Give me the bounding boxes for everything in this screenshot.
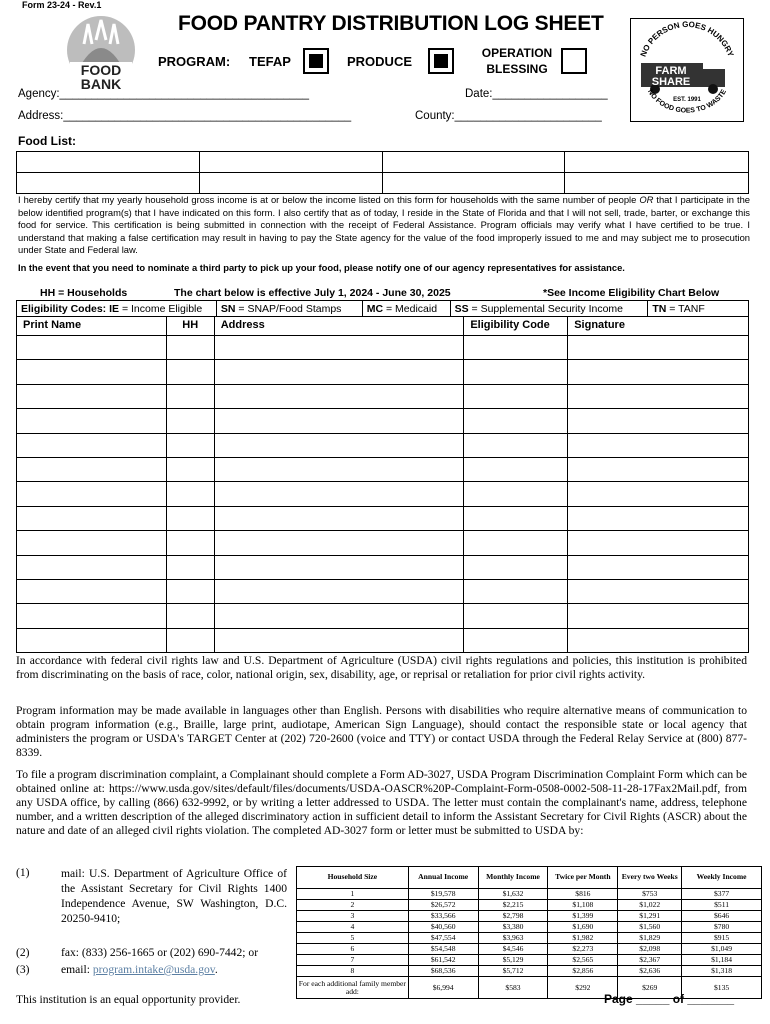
income-cell: $68,536 [408, 966, 478, 977]
code-sn-desc: SNAP/Food Stamps [247, 302, 342, 315]
income-cell: $1,291 [618, 911, 682, 922]
log-row [17, 409, 749, 433]
log-cell-name[interactable] [17, 579, 167, 603]
log-cell-hh[interactable] [166, 482, 214, 506]
log-cell-eligibility[interactable] [464, 482, 568, 506]
log-cell-signature[interactable] [568, 336, 749, 360]
income-cell: $915 [682, 933, 762, 944]
operation-blessing-checkbox[interactable] [561, 48, 587, 74]
log-cell-eligibility[interactable] [464, 604, 568, 628]
code-mc-desc: Medicaid [395, 302, 438, 315]
income-cell: $47,554 [408, 933, 478, 944]
log-row [17, 457, 749, 481]
mail-number: (1) [16, 866, 30, 879]
log-row [17, 604, 749, 628]
income-row [297, 966, 762, 977]
food-bank-logo [62, 14, 140, 92]
log-cell-name[interactable] [17, 336, 167, 360]
log-cell-name[interactable] [17, 555, 167, 579]
income-row [297, 900, 762, 911]
program-info-paragraph: Program information may be made available in languages other than English. Persons with disabilities who require alternative means of communication to obtain program information (e.g., Braille, large print, audiotape, American Sign Language), should contact the responsible state or local agency that administers the program or USDA's TARGET Center at (202) 720-2600 (voice and TTY) or contact USDA through the Federal Relay Service at (800) 877-8339. [16, 704, 747, 759]
mail-address: mail: U.S. Department of Agriculture Office of the Assistant Secretary for Civil Rights 1400 Independence Avenue, SW Washington, D.C. 20250-9410; [61, 867, 287, 925]
income-cell: $511 [682, 900, 762, 911]
income-cell: $269 [618, 977, 682, 999]
income-cell: 7 [297, 955, 409, 966]
income-row [297, 955, 762, 966]
tefap-checkbox[interactable] [303, 48, 329, 74]
log-cell-address[interactable] [214, 360, 464, 384]
income-cell: $1,829 [618, 933, 682, 944]
log-cell-address[interactable] [214, 457, 464, 481]
log-cell-name[interactable] [17, 433, 167, 457]
log-row [17, 506, 749, 530]
income-col-header: Every two Weeks [618, 867, 682, 889]
log-cell-signature[interactable] [568, 628, 749, 652]
program-label: PROGRAM: [158, 54, 231, 69]
income-cell: $2,367 [618, 955, 682, 966]
tefap-check-fill [309, 54, 323, 68]
distribution-log-table [16, 316, 749, 653]
log-cell-hh[interactable] [166, 555, 214, 579]
farm-share-bottom-arc: NO FOOD GOES TO WASTE [646, 88, 728, 115]
date-field[interactable]: Date:__________________ [465, 88, 608, 100]
income-col-header: Annual Income [408, 867, 478, 889]
log-cell-signature[interactable] [568, 360, 749, 384]
col-address: Address [214, 317, 464, 336]
log-cell-eligibility[interactable] [464, 457, 568, 481]
tefap-label: TEFAP [249, 54, 291, 69]
log-cell-eligibility[interactable] [464, 555, 568, 579]
code-sn: SN [220, 302, 236, 315]
form-id: Form 23-24 - Rev.1 [22, 0, 102, 10]
log-cell-address[interactable] [214, 604, 464, 628]
income-cell: $6,994 [408, 977, 478, 999]
eligibility-code-sn: SN = SNAP/Food Stamps [216, 301, 362, 317]
col-print-name: Print Name [17, 317, 167, 336]
log-cell-signature[interactable] [568, 384, 749, 408]
income-eligibility-table [296, 866, 762, 999]
food-list-cell[interactable] [382, 152, 565, 173]
log-cell-name[interactable] [17, 506, 167, 530]
log-cell-name[interactable] [17, 482, 167, 506]
income-cell: $4,546 [478, 944, 548, 955]
log-cell-signature[interactable] [568, 482, 749, 506]
income-cell: $1,690 [548, 922, 618, 933]
address-field[interactable]: Address:_____________________________________________ [18, 110, 352, 122]
eligibility-code-ie: Eligibility Codes: IE = Income Eligible [17, 301, 217, 317]
log-cell-hh[interactable] [166, 433, 214, 457]
farm-share-brand-2: SHARE [651, 76, 691, 88]
log-row [17, 531, 749, 555]
income-cell: $2,215 [478, 900, 548, 911]
income-cell: $1,108 [548, 900, 618, 911]
income-cell: $2,636 [618, 966, 682, 977]
food-list-cell[interactable] [17, 173, 200, 194]
produce-checkbox[interactable] [428, 48, 454, 74]
code-ss-desc: Supplemental Security Income [480, 302, 623, 315]
log-cell-signature[interactable] [568, 579, 749, 603]
log-cell-name[interactable] [17, 457, 167, 481]
eligibility-codes-label: Eligibility Codes: [21, 302, 107, 315]
log-row [17, 482, 749, 506]
svg-text:NO PERSON GOES HUNGRY [639, 20, 736, 59]
log-cell-signature[interactable] [568, 604, 749, 628]
income-cell: $19,578 [408, 889, 478, 900]
income-cell: $26,572 [408, 900, 478, 911]
log-row [17, 628, 749, 652]
farm-share-est: EST. 1991 [673, 97, 701, 103]
log-row [17, 336, 749, 360]
income-cell: 5 [297, 933, 409, 944]
income-cell: 3 [297, 911, 409, 922]
farm-share-brand-1: FARM [655, 65, 687, 77]
log-cell-signature[interactable] [568, 506, 749, 530]
income-cell: $1,632 [478, 889, 548, 900]
income-cell: 6 [297, 944, 409, 955]
income-cell: $135 [682, 977, 762, 999]
income-cell: $3,380 [478, 922, 548, 933]
see-chart-note: *See Income Eligibility Chart Below [543, 287, 720, 299]
log-cell-name[interactable] [17, 409, 167, 433]
log-cell-name[interactable] [17, 384, 167, 408]
income-cell: $377 [682, 889, 762, 900]
log-cell-hh[interactable] [166, 384, 214, 408]
log-cell-eligibility[interactable] [464, 360, 568, 384]
income-cell: $1,982 [548, 933, 618, 944]
log-row [17, 360, 749, 384]
fax-number: (2) [16, 946, 30, 959]
email-prefix: email: [61, 963, 93, 976]
food-list-table [16, 151, 749, 194]
income-cell: 1 [297, 889, 409, 900]
produce-check-fill [434, 54, 448, 68]
income-cell: $1,399 [548, 911, 618, 922]
eligibility-code-tn: TN = TANF [648, 301, 749, 317]
log-cell-eligibility[interactable] [464, 433, 568, 457]
email-line [61, 963, 218, 976]
svg-text:BANK: BANK [80, 76, 122, 92]
income-cell: $583 [478, 977, 548, 999]
food-list-cell[interactable] [17, 152, 200, 173]
email-number: (3) [16, 963, 30, 976]
col-hh: HH [166, 317, 214, 336]
food-list-cell[interactable] [382, 173, 565, 194]
log-row [17, 579, 749, 603]
income-cell: $753 [618, 889, 682, 900]
code-mc: MC [366, 302, 384, 315]
income-cell: $1,184 [682, 955, 762, 966]
eligibility-code-ss: SS = Supplemental Security Income [450, 301, 648, 317]
income-cell: $1,022 [618, 900, 682, 911]
code-ie: IE [109, 302, 120, 315]
email-link[interactable]: program.intake@usda.gov [92, 963, 215, 976]
food-list-cell[interactable] [565, 173, 749, 194]
income-cell: $2,098 [618, 944, 682, 955]
income-cell: $1,560 [618, 922, 682, 933]
income-row [297, 922, 762, 933]
log-cell-address[interactable] [214, 409, 464, 433]
income-cell: $5,712 [478, 966, 548, 977]
income-cell: For each additional family member add: [297, 977, 409, 999]
log-cell-address[interactable] [214, 628, 464, 652]
complaint-paragraph: To file a program discrimination complaint, a Complainant should complete a Form AD-3027, USDA Program Discrimination Complaint Form which can be obtained online at: https://www.usda.gov/sites/default/files/documents/USDA-OASCR%20P-Complaint-Form-0508-0002-508-11-28-17Fax2Mail.pdf, from any USDA office, by calling (866) 632-9992, or by writing a letter addressed to USDA. The letter must contain the complainant's name, address, telephone number, and a written description of the alleged discriminatory action in sufficient detail to inform the Assistant Secretary for Civil Rights (ASCR) about the nature and date of an alleged civil rights violation. The completed AD-3027 form or letter must be submitted to USDA by: [16, 768, 747, 837]
log-cell-address[interactable] [214, 482, 464, 506]
food-list-row [17, 152, 749, 173]
log-cell-name[interactable] [17, 628, 167, 652]
income-row [297, 911, 762, 922]
log-cell-address[interactable] [214, 506, 464, 530]
food-list-label: Food List: [18, 134, 76, 148]
operation-blessing-label: OPERATION BLESSING [481, 46, 553, 76]
farm-share-logo [630, 18, 744, 122]
income-col-header: Weekly Income [682, 867, 762, 889]
log-cell-address[interactable] [214, 384, 464, 408]
log-cell-signature[interactable] [568, 531, 749, 555]
log-cell-signature[interactable] [568, 409, 749, 433]
eligibility-codes-table [16, 300, 749, 317]
col-signature: Signature [568, 317, 749, 336]
income-cell: $3,963 [478, 933, 548, 944]
income-cell: $292 [548, 977, 618, 999]
civil-rights-paragraph: In accordance with federal civil rights law and U.S. Department of Agriculture (USDA) civil rights regulations and policies, this institution is prohibited from discriminating on the basis of race, color, national origin, sex, disability, age, or reprisal or retaliation for prior civil rights activity. [16, 654, 747, 681]
code-ie-desc: Income Eligible [131, 302, 203, 315]
income-cell: $1,318 [682, 966, 762, 977]
farm-share-top-arc: NO PERSON GOES HUNGRY [638, 19, 736, 58]
income-cell: $646 [682, 911, 762, 922]
log-row [17, 433, 749, 457]
log-cell-address[interactable] [214, 531, 464, 555]
log-cell-hh[interactable] [166, 531, 214, 555]
log-row [17, 555, 749, 579]
page-number-field[interactable]: Page _____ of _______ [604, 992, 735, 1006]
income-cell: 8 [297, 966, 409, 977]
log-cell-eligibility[interactable] [464, 579, 568, 603]
hh-definition: HH = Households [40, 287, 128, 299]
income-row [297, 933, 762, 944]
log-cell-hh[interactable] [166, 579, 214, 603]
log-cell-hh[interactable] [166, 336, 214, 360]
income-col-header: Twice per Month [548, 867, 618, 889]
nominate-notice: In the event that you need to nominate a third party to pick up your food, please notify one of our agency representatives for assistance. [18, 262, 625, 273]
log-cell-signature[interactable] [568, 555, 749, 579]
income-cell: 2 [297, 900, 409, 911]
log-cell-name[interactable] [17, 360, 167, 384]
equal-opportunity-statement: This institution is an equal opportunity provider. [16, 993, 241, 1006]
log-cell-name[interactable] [17, 604, 167, 628]
income-col-header: Monthly Income [478, 867, 548, 889]
food-list-row [17, 173, 749, 194]
income-row [297, 944, 762, 955]
log-cell-eligibility[interactable] [464, 628, 568, 652]
food-list-cell[interactable] [199, 173, 382, 194]
email-suffix: . [214, 963, 218, 976]
svg-text:FOOD: FOOD [80, 62, 122, 78]
log-cell-hh[interactable] [166, 409, 214, 433]
income-cell: $54,548 [408, 944, 478, 955]
income-cell: $816 [548, 889, 618, 900]
log-cell-hh[interactable] [166, 360, 214, 384]
income-cell: $61,542 [408, 955, 478, 966]
income-cell: $780 [682, 922, 762, 933]
log-cell-address[interactable] [214, 433, 464, 457]
certification-text: I hereby certify that my yearly household gross income is at or below the income listed on this form for households with the same number of people OR that I participate in the below identified program(s) that I have indicated on this form. I also certify that as of today, I reside in the State of Florida and that I will not sell, trade, barter, or exchange this food for service. This certification is being submitted in connection with the receipt of Federal Assistance. Program officials may verify what I have certified to be true. I understand that making a false certification may result in having to pay the State agency for the value of the food improperly issued to me and may subject me to prosecution under State and Federal law. [18, 194, 750, 256]
log-cell-name[interactable] [17, 531, 167, 555]
log-cell-hh[interactable] [166, 628, 214, 652]
code-tn: TN [652, 302, 667, 315]
income-cell: $1,049 [682, 944, 762, 955]
income-cell: $33,566 [408, 911, 478, 922]
log-cell-address[interactable] [214, 579, 464, 603]
income-cell: $2,798 [478, 911, 548, 922]
log-cell-signature[interactable] [568, 433, 749, 457]
income-cell: $2,273 [548, 944, 618, 955]
income-cell: $5,129 [478, 955, 548, 966]
log-cell-hh[interactable] [166, 457, 214, 481]
log-cell-eligibility[interactable] [464, 384, 568, 408]
log-cell-hh[interactable] [166, 506, 214, 530]
log-cell-signature[interactable] [568, 457, 749, 481]
col-eligibility-code: Eligibility Code [464, 317, 568, 336]
log-cell-eligibility[interactable] [464, 336, 568, 360]
log-cell-eligibility[interactable] [464, 409, 568, 433]
food-list-cell[interactable] [565, 152, 749, 173]
produce-label: PRODUCE [347, 54, 413, 69]
log-cell-address[interactable] [214, 555, 464, 579]
code-ss: SS [454, 302, 469, 315]
log-row [17, 384, 749, 408]
log-cell-eligibility[interactable] [464, 506, 568, 530]
page-title: FOOD PANTRY DISTRIBUTION LOG SHEET [178, 12, 604, 35]
income-cell: 4 [297, 922, 409, 933]
log-cell-eligibility[interactable] [464, 531, 568, 555]
income-row [297, 889, 762, 900]
county-field[interactable]: County:_______________________ [415, 110, 602, 122]
code-tn-desc: TANF [678, 302, 705, 315]
income-col-header: Household Size [297, 867, 409, 889]
food-list-cell[interactable] [199, 152, 382, 173]
log-cell-address[interactable] [214, 336, 464, 360]
eligibility-code-mc: MC = Medicaid [362, 301, 450, 317]
chart-effective-note: The chart below is effective July 1, 2024 - June 30, 2025 [174, 287, 451, 299]
fax-text: fax: (833) 256-1665 or (202) 690-7442; or [61, 946, 259, 959]
agency-field[interactable]: Agency:_______________________________________ [18, 88, 309, 100]
log-cell-hh[interactable] [166, 604, 214, 628]
income-cell: $2,565 [548, 955, 618, 966]
income-cell: $40,560 [408, 922, 478, 933]
income-cell: $2,856 [548, 966, 618, 977]
